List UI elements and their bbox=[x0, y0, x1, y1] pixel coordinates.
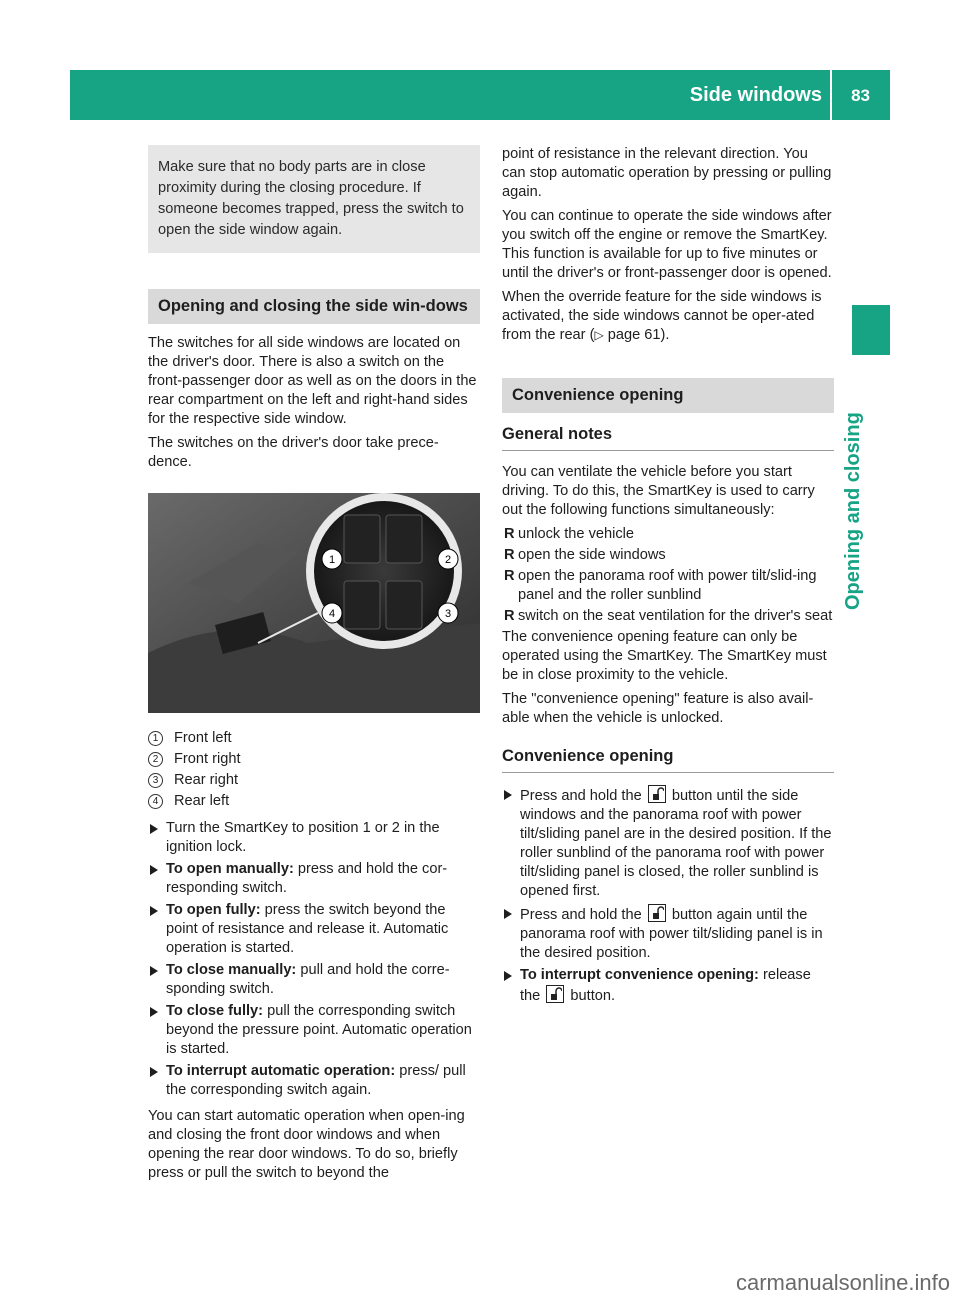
bullet-item bbox=[502, 525, 834, 544]
step-text: Press and hold the bbox=[520, 788, 642, 804]
step-bold: To close manually: bbox=[166, 962, 297, 978]
legend-item bbox=[148, 750, 480, 769]
step-text: pull and hold the corre-sponding switch. bbox=[166, 962, 450, 997]
svg-text:3: 3 bbox=[444, 608, 452, 620]
instruction-step bbox=[148, 860, 480, 898]
step-bold: To open manually: bbox=[166, 861, 294, 877]
step-arrow-icon bbox=[504, 790, 512, 800]
step-text: button. bbox=[570, 988, 616, 1004]
section-title-side-windows: Opening and closing the side win-dows bbox=[148, 289, 480, 324]
svg-text:4: 4 bbox=[328, 608, 336, 620]
text-span: ). bbox=[660, 327, 670, 343]
legend-label: Front left bbox=[174, 730, 232, 746]
paragraph: You can ventilate the vehicle before you start driving. To do this, the SmartKey is used to carry out the following functions simultaneously: bbox=[502, 464, 815, 518]
bullet-icon: R bbox=[504, 547, 515, 563]
paragraph: The "convenience opening" feature is also avail-able when the vehicle is unlocked. bbox=[502, 691, 814, 726]
bullet-text: open the panorama roof with power tilt/slid-ing panel and the roller sunblind bbox=[518, 568, 817, 603]
bullet-icon: R bbox=[504, 526, 515, 542]
step-arrow-icon bbox=[504, 909, 512, 919]
legend-number: 2 bbox=[148, 752, 163, 767]
paragraph: The switches for all side windows are located on the driver's door. There is also a switch on the front-passenger door as well as on the doors in the rear compartment on the left and right-hand sides for the respective side window. bbox=[148, 335, 477, 427]
instruction-step bbox=[148, 961, 480, 999]
unlock-icon bbox=[546, 985, 564, 1003]
bullet-text: switch on the seat ventilation for the driver's seat bbox=[518, 608, 833, 624]
legend-item bbox=[148, 792, 480, 811]
page-number: 83 bbox=[851, 86, 870, 105]
paragraph: point of resistance in the relevant direction. You can stop automatic operation by pressing or pulling again. bbox=[502, 146, 832, 200]
step-bold: To interrupt convenience opening: bbox=[520, 967, 759, 983]
step-text: Press and hold the bbox=[520, 907, 642, 923]
window-switch-photo bbox=[148, 493, 480, 713]
step-bold: To interrupt automatic operation: bbox=[166, 1063, 396, 1079]
bullet-icon: R bbox=[504, 568, 515, 584]
svg-text:2: 2 bbox=[444, 554, 452, 566]
page-ref-link[interactable]: page 61 bbox=[607, 327, 661, 343]
legend-label: Rear left bbox=[174, 793, 230, 809]
paragraph: The convenience opening feature can only be operated using the SmartKey. The SmartKey must be in close proximity to the vehicle. bbox=[502, 629, 827, 683]
paragraph: You can continue to operate the side windows after you switch off the engine or remove the SmartKey. This function is available for up to five minutes or until the driver's or front-passenger door is opened. bbox=[502, 208, 832, 281]
legend-label: Front right bbox=[174, 751, 241, 767]
bullet-item bbox=[502, 567, 834, 605]
instruction-step bbox=[148, 1002, 480, 1059]
header-separator bbox=[830, 70, 832, 120]
paragraph: You can start automatic operation when open-ing and closing the front door windows and when opening the rear door windows. To do so, briefly press or pull the switch to beyond the bbox=[148, 1108, 465, 1181]
header-title: Side windows bbox=[689, 84, 822, 106]
step-bold: To close fully: bbox=[166, 1003, 264, 1019]
text-span: When the override feature for the side windows is activated, the side windows cannot be oper-ated from the rear ( bbox=[502, 289, 822, 343]
instruction-step bbox=[502, 785, 834, 901]
side-tab-label: Opening and closing bbox=[842, 412, 864, 610]
paragraph: The switches on the driver's door take prece-dence. bbox=[148, 435, 439, 470]
step-bold: To open fully: bbox=[166, 902, 261, 918]
legend-item bbox=[148, 771, 480, 790]
unlock-icon bbox=[648, 904, 666, 922]
step-arrow-icon bbox=[150, 1007, 158, 1017]
svg-text:1: 1 bbox=[328, 554, 336, 566]
unlock-icon bbox=[648, 785, 666, 803]
step-arrow-icon bbox=[150, 824, 158, 834]
legend-number: 4 bbox=[148, 794, 163, 809]
legend-label: Rear right bbox=[174, 772, 239, 788]
legend bbox=[148, 729, 480, 811]
step-arrow-icon bbox=[150, 1067, 158, 1077]
bullet-text: open the side windows bbox=[518, 547, 666, 563]
step-text: button again until the panorama roof with power tilt/sliding panel is in the desired position. bbox=[520, 907, 823, 961]
left-column bbox=[148, 145, 480, 1188]
instruction-step bbox=[148, 819, 480, 857]
step-text: press/ pull the corresponding switch again. bbox=[166, 1063, 466, 1098]
step-arrow-icon bbox=[150, 966, 158, 976]
paragraph bbox=[502, 288, 834, 345]
instruction-step bbox=[502, 966, 834, 1006]
step-text: button until the side windows and the panorama roof with power tilt/sliding panel are in the desired position. If the roller sunblind of the panorama roof with power tilt/sliding panel is closed, the roller sunblind is opened first. bbox=[520, 788, 832, 899]
instruction-step bbox=[502, 904, 834, 963]
instruction-step bbox=[148, 901, 480, 958]
step-text: press and hold the cor-responding switch. bbox=[166, 861, 448, 896]
side-tab-marker bbox=[852, 305, 890, 355]
step-text: pull the corresponding switch beyond the pressure point. Automatic operation is started. bbox=[166, 1003, 472, 1057]
header-bar bbox=[70, 70, 890, 120]
legend-number: 1 bbox=[148, 731, 163, 746]
subheading-convenience-opening: Convenience opening bbox=[502, 747, 834, 773]
warning-box: Make sure that no body parts are in close proximity during the closing procedure. If someone becomes trapped, press the switch to open the side window again. bbox=[148, 145, 480, 253]
instruction-step bbox=[148, 1062, 480, 1100]
subheading-general-notes: General notes bbox=[502, 425, 834, 451]
bullet-item bbox=[502, 546, 834, 565]
step-arrow-icon bbox=[150, 865, 158, 875]
bullet-text: unlock the vehicle bbox=[518, 526, 635, 542]
legend-item bbox=[148, 729, 480, 748]
page-ref-icon: ▷ bbox=[594, 328, 604, 342]
step-arrow-icon bbox=[150, 906, 158, 916]
step-text: Turn the SmartKey to position 1 or 2 in the ignition lock. bbox=[166, 820, 440, 855]
bullet-icon: R bbox=[504, 608, 515, 624]
step-arrow-icon bbox=[504, 971, 512, 981]
legend-number: 3 bbox=[148, 773, 163, 788]
watermark: carmanualsonline.info bbox=[735, 1270, 950, 1295]
bullet-item bbox=[502, 607, 834, 626]
section-title-convenience: Convenience opening bbox=[502, 378, 834, 413]
step-text: press the switch beyond the point of resistance and release it. Automatic operation is started. bbox=[166, 902, 449, 956]
right-column bbox=[502, 145, 834, 1009]
step-text: release the bbox=[520, 967, 811, 1004]
